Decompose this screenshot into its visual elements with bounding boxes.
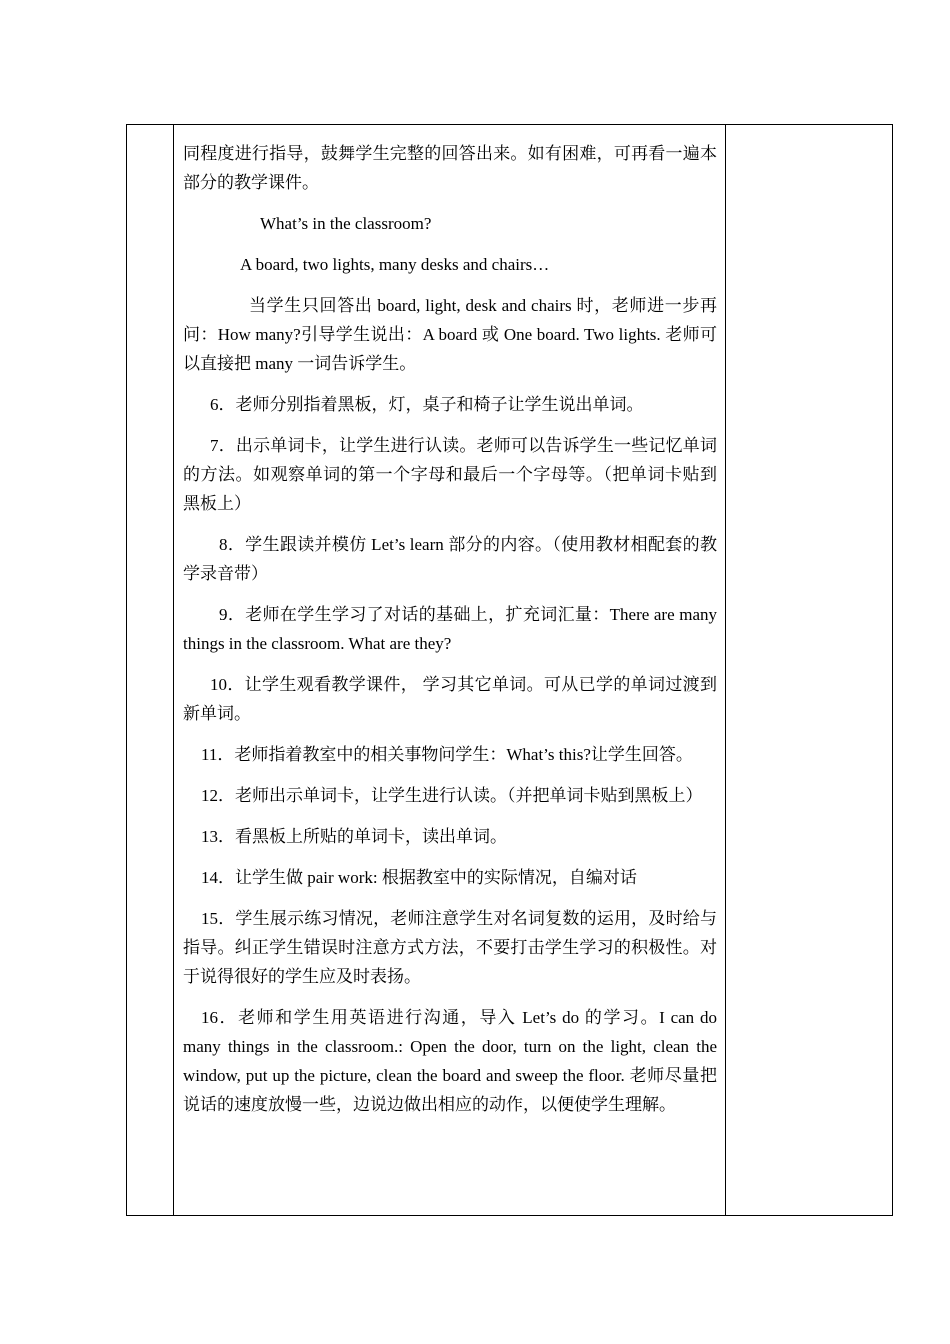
- table-row: [127, 125, 893, 1216]
- paragraph-step-14: 14．让学生做 pair work: 根据教室中的实际情况，自编对话: [201, 868, 637, 887]
- paragraph-step-9: 9．老师在学生学习了对话的基础上，扩充词汇量：There are many things in the classroom. What are they?: [183, 605, 717, 653]
- left-column-cell: [127, 125, 174, 1216]
- lesson-plan-table: [126, 124, 893, 1216]
- paragraph-step-15: 15．学生展示练习情况，老师注意学生对名词复数的运用，及时给与指导。纠正学生错误时注意方式方法，不要打击学生学习的积极性。对于说得很好的学生应及时表扬。: [183, 909, 717, 986]
- paragraph-step-7: 7．出示单词卡，让学生进行认读。老师可以告诉学生一些记忆单词的方法。如观察单词的第一个字母和最后一个字母等。（把单词卡贴到黑板上）: [183, 436, 717, 513]
- lesson-content: [174, 125, 725, 1119]
- paragraph-answer: A board, two lights, many desks and chairs…: [240, 255, 550, 274]
- paragraph-step-13: 13．看黑板上所贴的单词卡，读出单词。: [201, 827, 507, 846]
- paragraph-step-10: 10．让学生观看教学课件， 学习其它单词。可从已学的单词过渡到新单词。: [183, 675, 717, 723]
- paragraph-step-6: 6．老师分别指着黑板，灯，桌子和椅子让学生说出单词。: [210, 395, 644, 414]
- right-column-cell: [726, 125, 893, 1216]
- paragraph-how-many: 当学生只回答出 board, light, desk and chairs 时，老师进一步再问：How many?引导学生说出：A board 或 One board. Two lights. 老师可以直接把 many 一词告诉学生。: [183, 296, 717, 373]
- paragraph-question: What’s in the classroom?: [260, 214, 432, 233]
- content-column-cell: [174, 125, 726, 1216]
- paragraph-guidance: 同程度进行指导，鼓舞学生完整的回答出来。如有困难，可再看一遍本部分的教学课件。: [183, 144, 717, 192]
- paragraph-step-11: 11．老师指着教室中的相关事物问学生：What’s this?让学生回答。: [201, 745, 693, 764]
- paragraph-step-16: 16．老师和学生用英语进行沟通，导入 Let’s do 的学习。I can do many things in the classroom.: Open the door, turn on the light, clean the window, put up the picture, clean the board and sweep the floor. 老师尽量把说话的速度放慢一些，边说边做出相应的动作，以便使学生理解。: [183, 1008, 717, 1114]
- paragraph-step-12: 12．老师出示单词卡，让学生进行认读。（并把单词卡贴到黑板上）: [201, 786, 703, 805]
- paragraph-step-8: 8．学生跟读并模仿 Let’s learn 部分的内容。（使用教材相配套的教学录音带）: [183, 535, 717, 583]
